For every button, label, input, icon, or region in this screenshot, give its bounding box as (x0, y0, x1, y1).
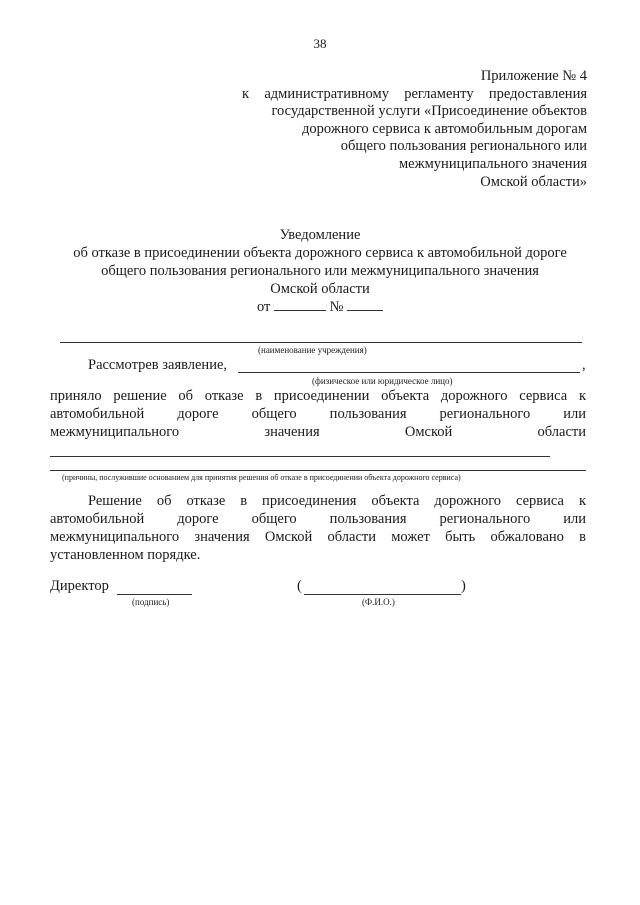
notice-subject-line: об отказе в присоединении объекта дорожного сервиса к автомобильной дороге (73, 245, 567, 261)
decision-line: приняло решение об отказе в присоединении объекта дорожного сервиса к (50, 388, 586, 404)
number-label: № (329, 299, 344, 315)
considered-label: Рассмотрев заявление, (88, 357, 228, 373)
notice-date-number-line (0, 298, 640, 316)
reasons-blank (50, 456, 550, 457)
number-blank (347, 298, 383, 311)
appendix-line: общего пользования регионального или (340, 138, 587, 155)
appendix-line: межмуниципального значения (399, 155, 587, 172)
page-number: 38 (313, 36, 327, 51)
appeal-line: Решение об отказе в присоединения объекта дорожного сервиса к (88, 493, 586, 509)
name-close-paren: ) (461, 578, 466, 594)
director-label: Директор (50, 578, 109, 594)
appendix-line: Омской области» (480, 173, 587, 190)
appeal-line: межмуниципального значения Омской области может быть обжаловано в (50, 529, 586, 545)
notice-heading (0, 226, 640, 316)
name-blank (304, 594, 461, 595)
appendix-line: дорожного сервиса к автомобильным дорогам (302, 120, 587, 137)
signature-caption: (подпись) (132, 597, 170, 607)
institution-caption: (наименование учреждения) (258, 345, 367, 355)
appendix-title: Приложение № 4 (480, 68, 587, 84)
signature-blank (117, 594, 192, 595)
notice-subject-line: Омской области (270, 281, 370, 297)
appendix-line: к административному регламенту предоставления (242, 85, 587, 102)
notice-subject-line: общего пользования регионального или межмуниципального значения (101, 263, 539, 279)
comma: , (582, 357, 586, 373)
decision-line: автомобильной дороге общего пользования регионального или (50, 406, 586, 422)
reasons-blank (50, 470, 586, 471)
applicant-blank (238, 372, 580, 373)
institution-blank (60, 342, 582, 343)
from-label: от (256, 299, 271, 315)
applicant-caption: (физическое или юридическое лицо) (312, 376, 453, 386)
appendix-line: государственной услуги «Присоединение объектов (271, 103, 587, 120)
appendix-block (242, 68, 587, 191)
appeal-line: автомобильной дороге общего пользования регионального или (50, 511, 586, 527)
appeal-line: установленном порядке. (50, 547, 201, 563)
notice-title: Уведомление (279, 227, 361, 243)
date-blank (274, 298, 326, 311)
name-open-paren: ( (297, 578, 302, 594)
name-caption: (Ф.И.О.) (362, 597, 395, 607)
decision-line: межмуниципального значения Омской области (50, 424, 586, 440)
reasons-caption: (причины, послужившие основанием для принятия решения об отказе в присоединении объекта дорожного сервиса) (62, 473, 461, 482)
